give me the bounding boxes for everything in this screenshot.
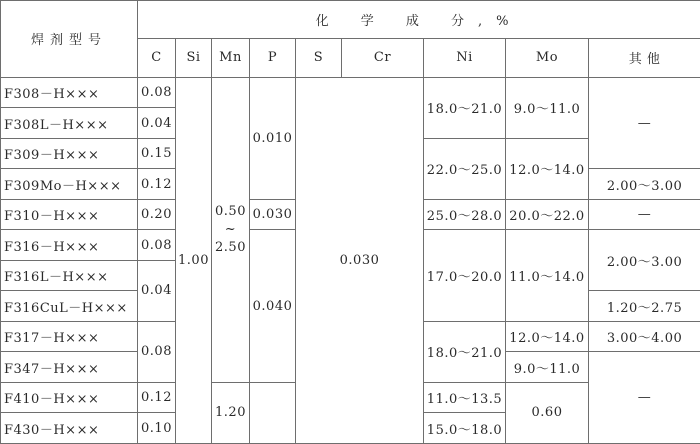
mo-cell: 1.20～2.75 [589, 291, 700, 322]
col-header-p: P [250, 38, 296, 77]
grade-cell: F430－H××× [1, 413, 138, 444]
c-cell: 0.04 [138, 260, 176, 321]
col-header-si: Si [176, 38, 212, 77]
cr-cell: 18.0～21.0 [424, 321, 506, 382]
c-cell: 0.12 [138, 382, 176, 413]
mn-range-sign: ~ [224, 221, 237, 237]
grade-cell: F308L－H××× [1, 108, 138, 139]
ni-cell: 12.0～14.0 [506, 138, 589, 199]
c-cell: 0.12 [138, 169, 176, 200]
cr-cell: 17.0～20.0 [424, 230, 506, 322]
mn-value-max: 2.50 [215, 239, 246, 255]
c-cell: 0.04 [138, 108, 176, 139]
mn-value-min: 0.50 [215, 203, 246, 219]
s-cell: 0.030 [296, 77, 424, 443]
mo-cell: — [589, 352, 700, 444]
header-row-1 [1, 1, 700, 39]
p-cell: 0.030 [250, 199, 296, 230]
col-header-other: 其 他 [589, 38, 700, 77]
grade-header: 焊剂型号 [1, 1, 138, 78]
p-cell: 0.040 [250, 230, 296, 383]
mo-cell: — [589, 199, 700, 230]
grade-cell: F316CuL－H××× [1, 291, 138, 322]
col-header-mo: Mo [506, 38, 589, 77]
si-cell: 1.00 [176, 77, 212, 443]
col-header-cr: Cr [342, 38, 424, 77]
ni-cell: 9.0～11.0 [506, 352, 589, 383]
c-cell: 0.08 [138, 77, 176, 108]
mo-cell: 2.00～3.00 [589, 230, 700, 291]
mo-cell: 3.00～4.00 [589, 321, 700, 352]
ni-cell: 9.0～11.0 [506, 77, 589, 138]
ni-cell: 11.0～14.0 [506, 230, 589, 322]
composition-header: 化 学 成 分,% [138, 1, 700, 39]
col-header-mn: Mn [212, 38, 250, 77]
cr-cell: 25.0～28.0 [424, 199, 506, 230]
mo-cell: — [589, 77, 700, 169]
ni-cell: 20.0～22.0 [506, 199, 589, 230]
mn-cell: 1.20 [212, 382, 250, 443]
c-cell: 0.10 [138, 413, 176, 444]
c-cell: 0.20 [138, 199, 176, 230]
cr-cell: 15.0～18.0 [424, 413, 506, 444]
mo-cell: 2.00～3.00 [589, 169, 700, 200]
cr-cell: 11.0～13.5 [424, 382, 506, 413]
grade-cell: F310－H××× [1, 199, 138, 230]
col-header-ni: Ni [424, 38, 506, 77]
grade-cell: F308－H××× [1, 77, 138, 108]
grade-cell: F347－H××× [1, 352, 138, 383]
grade-cell: F309Mo－H××× [1, 169, 138, 200]
grade-cell: F410－H××× [1, 382, 138, 413]
grade-cell: F316L－H××× [1, 260, 138, 291]
col-header-c: C [138, 38, 176, 77]
grade-cell: F309－H××× [1, 138, 138, 169]
c-cell: 0.15 [138, 138, 176, 169]
table-row [1, 77, 700, 108]
col-header-s: S [296, 38, 342, 77]
mn-cell [212, 77, 250, 382]
cr-cell: 22.0～25.0 [424, 138, 506, 199]
cr-cell: 18.0～21.0 [424, 77, 506, 138]
c-cell: 0.08 [138, 230, 176, 261]
grade-cell: F316－H××× [1, 230, 138, 261]
p-cell [250, 382, 296, 443]
ni-cell: 12.0～14.0 [506, 321, 589, 352]
p-cell: 0.010 [250, 77, 296, 199]
ni-cell: 0.60 [506, 382, 589, 443]
c-cell: 0.08 [138, 321, 176, 382]
grade-cell: F317－H××× [1, 321, 138, 352]
